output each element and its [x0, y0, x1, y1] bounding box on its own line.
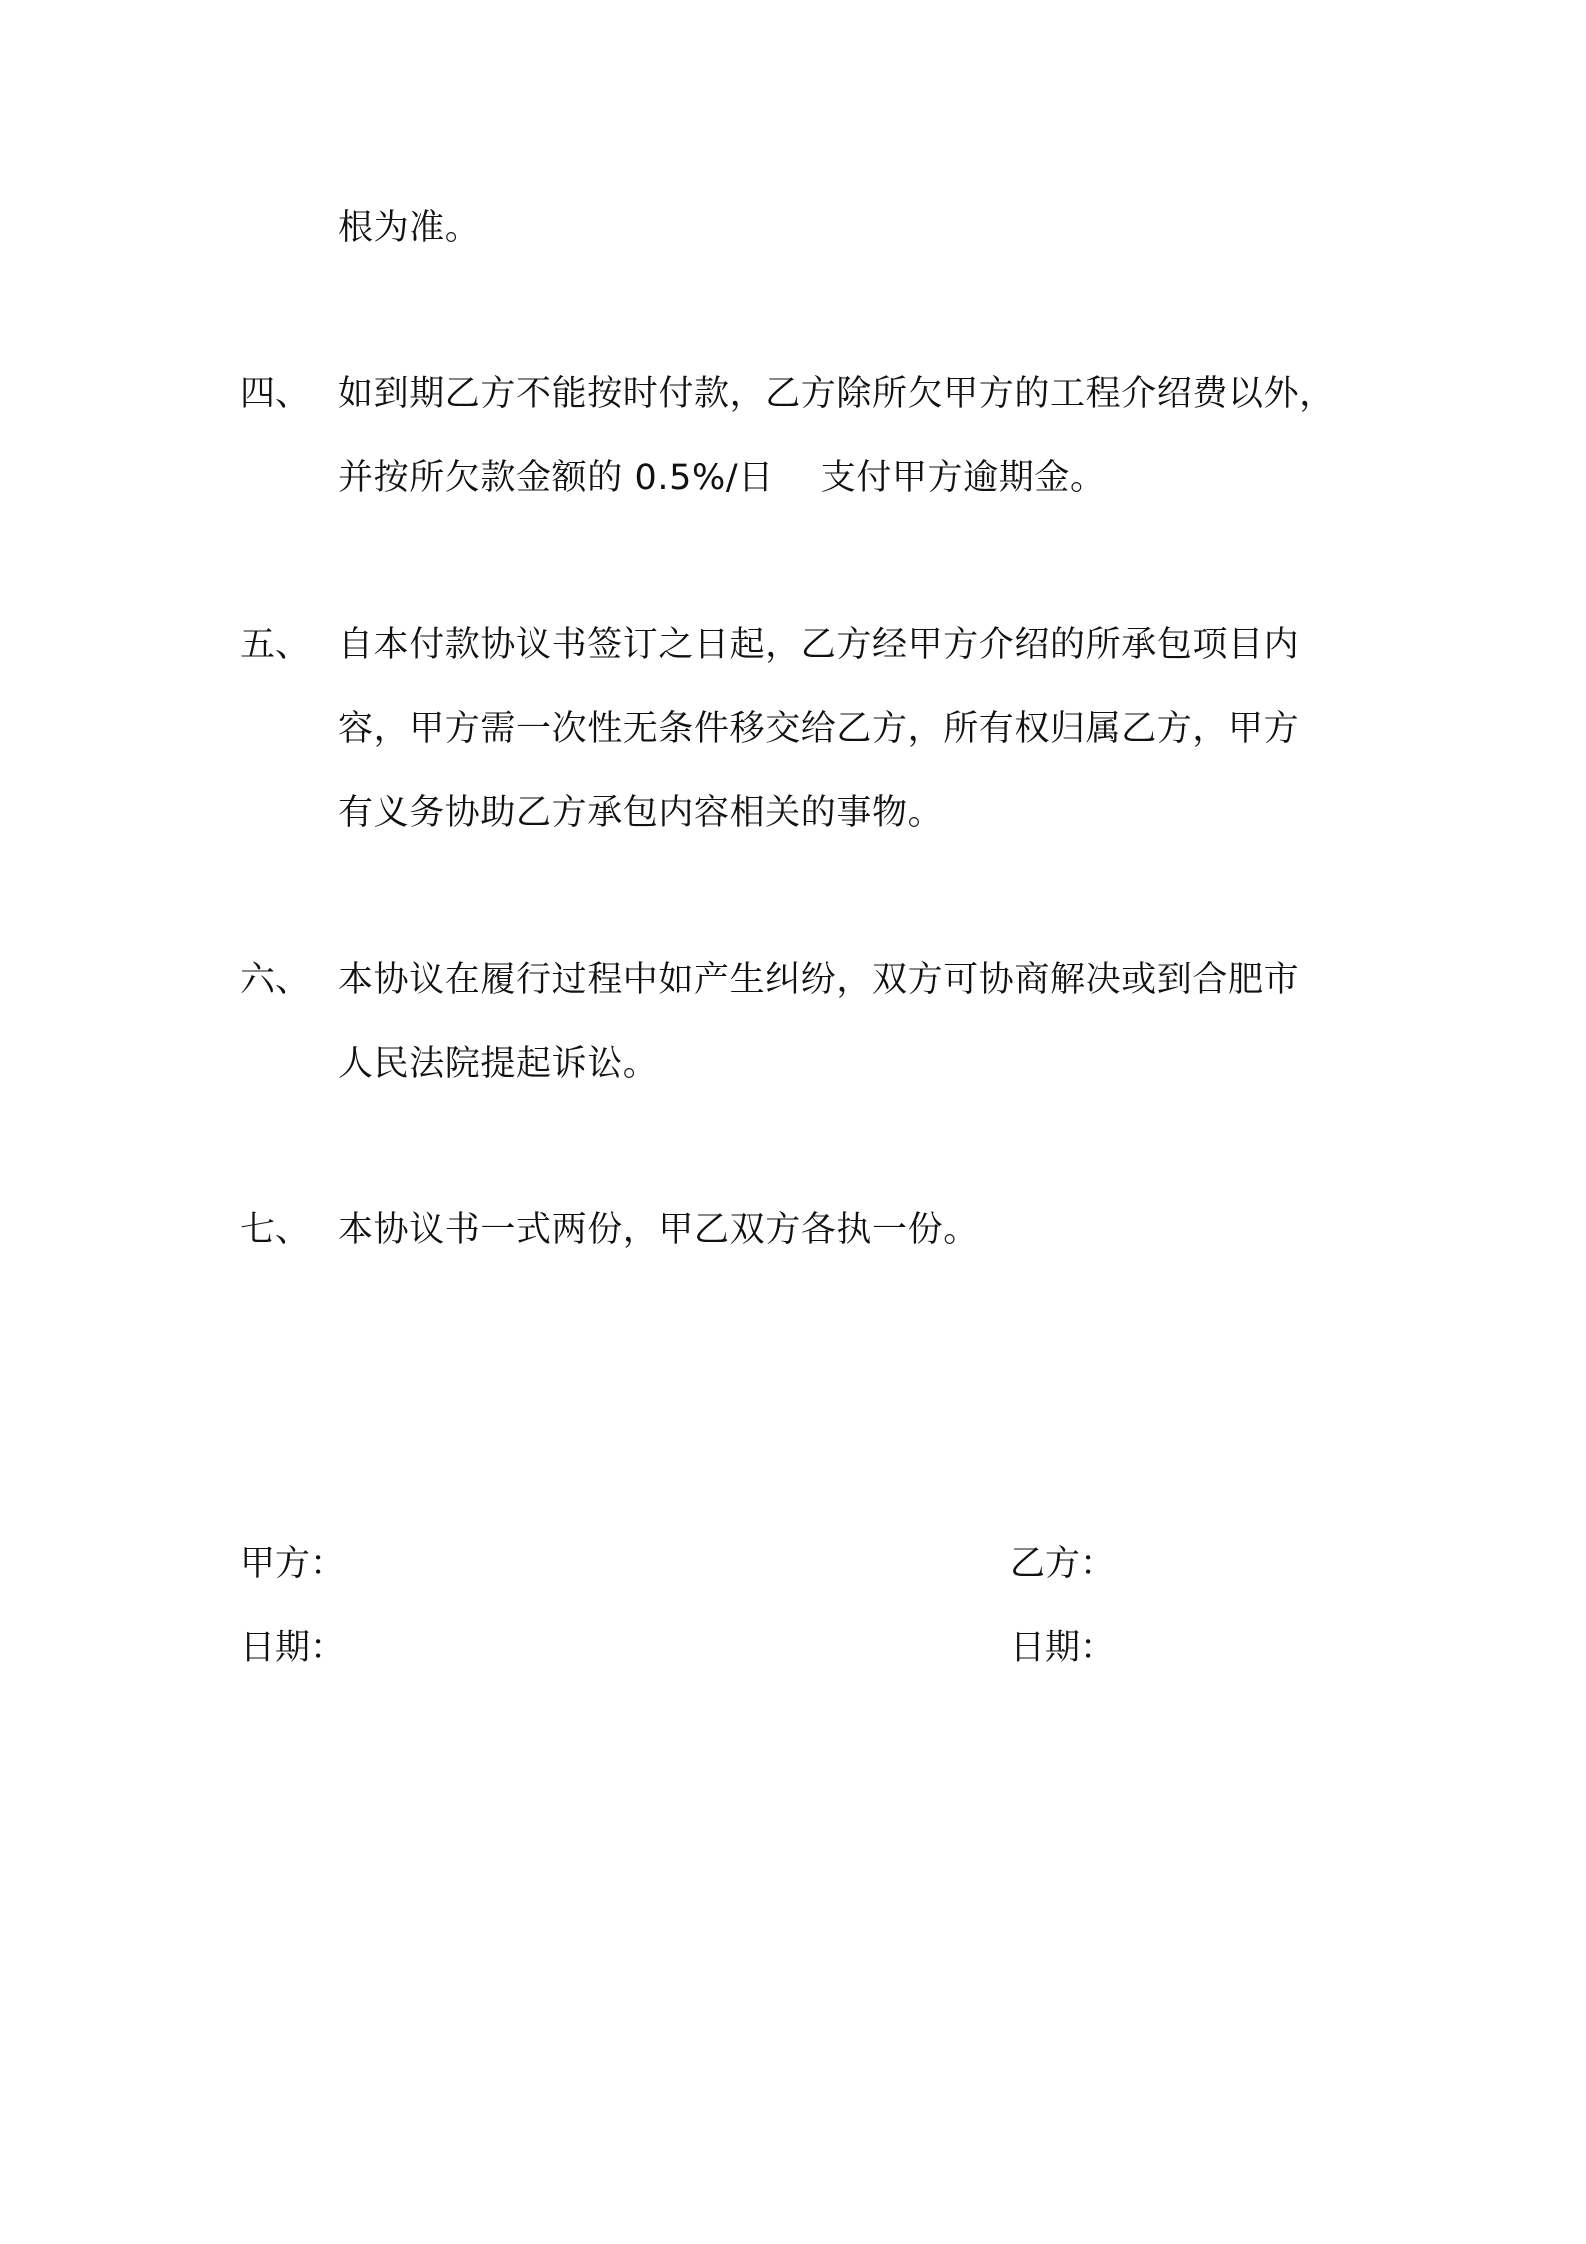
- party-b-label: 乙方：: [1010, 1544, 1116, 1584]
- clause-5-line-1: 自本付款协议书签订之日起，乙方经甲方介绍的所承包项目内: [338, 625, 1300, 665]
- clause-6-line-1: 本协议在履行过程中如产生纠纷，双方可协商解决或到合肥市: [338, 960, 1300, 1000]
- clause-4-line-2: 并按所欠款金额的 0.5%/日 支付甲方逾期金。: [338, 458, 1106, 498]
- clause-7-line-1: 本协议书一式两份，甲乙双方各执一份。: [338, 1210, 979, 1250]
- clause-5-line-2: 容，甲方需一次性无条件移交给乙方，所有权归属乙方，甲方: [338, 709, 1300, 749]
- clause-5-line-3: 有义务协助乙方承包内容相关的事物。: [338, 793, 944, 833]
- party-a-label: 甲方：: [240, 1544, 346, 1584]
- clause-4-line-1: 如到期乙方不能按时付款，乙方除所欠甲方的工程介绍费以外，: [338, 374, 1335, 414]
- party-a-date-label: 日期：: [240, 1628, 346, 1668]
- party-b-date-label: 日期：: [1010, 1628, 1116, 1668]
- clause-6-number: 六、: [240, 960, 311, 1000]
- clause-7-number: 七、: [240, 1210, 311, 1250]
- clause-4-number: 四、: [240, 374, 311, 414]
- continuation-line: 根为准。: [338, 208, 481, 248]
- clause-6-line-2: 人民法院提起诉讼。: [338, 1044, 659, 1084]
- clause-5-number: 五、: [240, 625, 311, 665]
